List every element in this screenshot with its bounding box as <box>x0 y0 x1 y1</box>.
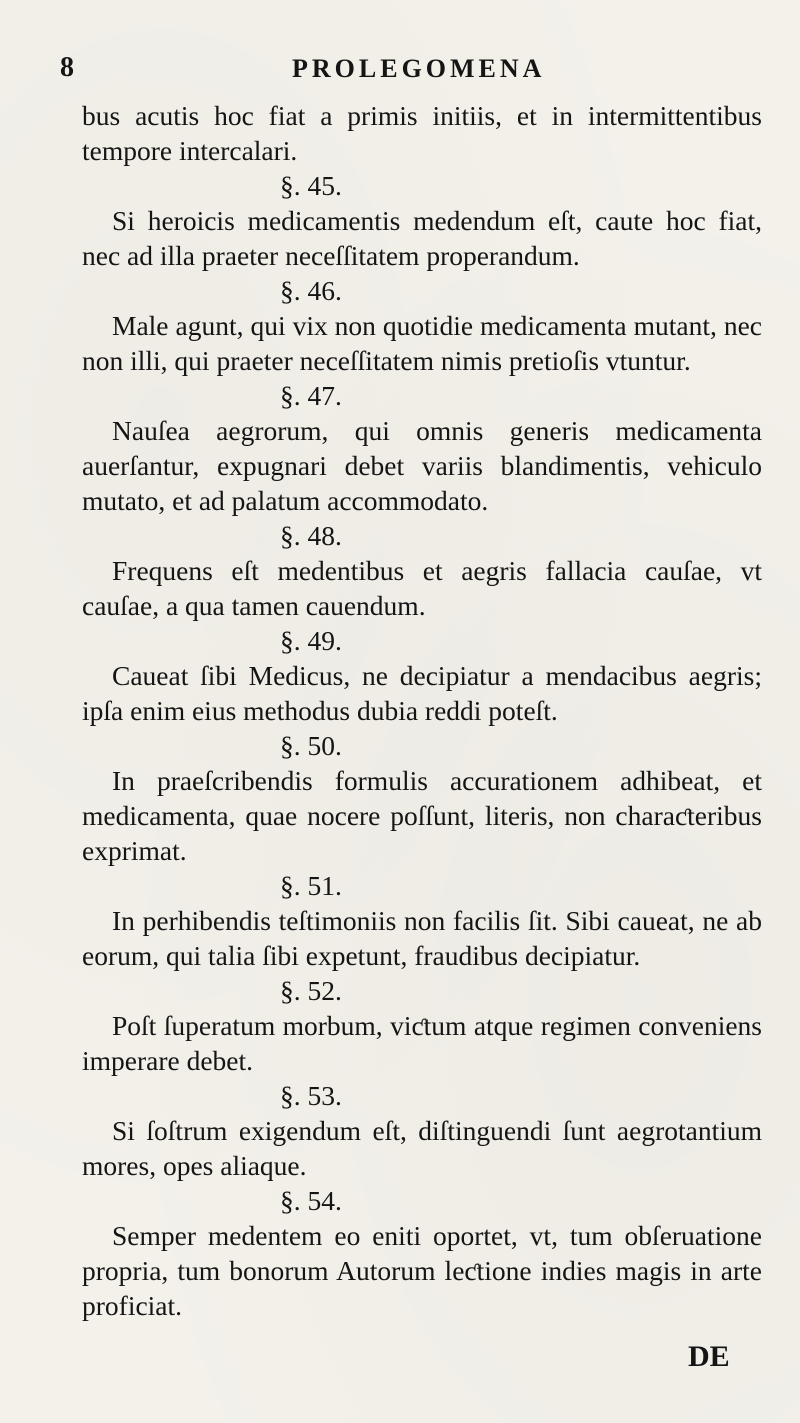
para-46: Male agunt, qui vix non quotidie medicamenta mutant, nec non illi, qui praeter neceſſitatem nimis pretioſis vtuntur. <box>82 310 762 376</box>
section-54: §. 54. <box>280 1185 342 1216</box>
page-header <box>52 52 752 92</box>
para-52: Poſt ſuperatum morbum, viƈtum atque regimen conveniens imperare debet. <box>82 1010 762 1076</box>
para-48: Frequens eſt medentibus et aegris fallacia cauſae, vt cauſae, a qua tamen cauendum. <box>82 555 762 621</box>
para-54: Semper medentem eo eniti oportet, vt, tum obſeruatione propria, tum bonorum Autorum leƈtione indies magis in arte proficiat. <box>82 1220 762 1321</box>
section-52: §. 52. <box>280 975 342 1006</box>
catchword: DE <box>688 1340 730 1373</box>
body-text <box>82 98 762 1323</box>
section-49: §. 49. <box>280 625 342 656</box>
section-53: §. 53. <box>280 1080 342 1111</box>
section-47: §. 47. <box>280 380 342 411</box>
para-50: In praeſcribendis formulis accurationem adhibeat, et medicamenta, quae nocere poſſunt, literis, non charaƈteribus exprimat. <box>82 765 762 866</box>
para-49: Caueat ſibi Medicus, ne decipiatur a mendacibus aegris; ipſa enim eius methodus dubia reddi poteſt. <box>82 660 762 726</box>
para-45: Si heroicis medicamentis medendum eſt, caute hoc fiat, nec ad illa praeter neceſſitatem properandum. <box>82 205 762 271</box>
page-number: 8 <box>60 52 74 83</box>
section-48: §. 48. <box>280 520 342 551</box>
section-50: §. 50. <box>280 730 342 761</box>
section-46: §. 46. <box>280 275 342 306</box>
para-51: In perhibendis teſtimoniis non facilis ſit. Sibi caueat, ne ab eorum, qui talia ſibi expetunt, fraudibus decipiatur. <box>82 905 762 971</box>
para-53: Si ſoſtrum exigendum eſt, diſtinguendi ſunt aegrotantium mores, opes aliaque. <box>82 1115 762 1181</box>
section-51: §. 51. <box>280 870 342 901</box>
para-intro: bus acutis hoc fiat a primis initiis, et in intermittentibus tempore intercalari. <box>82 100 762 166</box>
para-47: Nauſea aegrorum, qui omnis generis medicamenta auerſantur, expugnari debet variis blandimentis, vehiculo mutato, et ad palatum accommodato. <box>82 415 762 516</box>
running-head: PROLEGOMENA <box>292 54 546 83</box>
section-45: §. 45. <box>280 170 342 201</box>
